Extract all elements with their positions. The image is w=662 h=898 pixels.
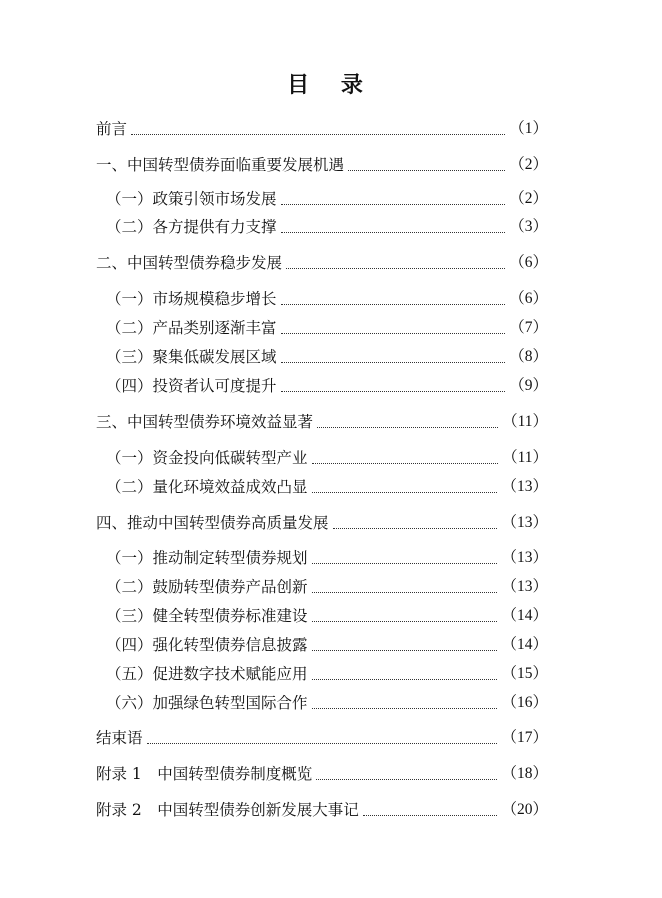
dot-leader (312, 621, 498, 622)
dot-leader (312, 492, 498, 493)
toc-entry-label: 二、中国转型债券稳步发展 (96, 254, 283, 272)
toc-entry[interactable] (106, 186, 548, 212)
toc-entry[interactable] (96, 409, 548, 435)
toc-entry-label: （四）强化转型债券信息披露 (106, 636, 308, 654)
toc-entry[interactable] (96, 797, 548, 823)
dot-leader (281, 204, 506, 205)
toc-entry[interactable] (96, 761, 548, 787)
dot-leader (316, 779, 497, 780)
dot-leader (312, 592, 498, 593)
dot-leader (281, 391, 506, 392)
dot-leader (281, 304, 506, 305)
toc-entry-label: （一）市场规模稳步增长 (106, 290, 277, 308)
toc-entry[interactable] (106, 315, 548, 341)
toc-entry-label: 前言 (96, 120, 128, 138)
dot-leader (363, 815, 498, 816)
toc-entry-page-number: （9） (509, 377, 548, 394)
toc-entry-label: 一、中国转型债券面临重要发展机遇 (96, 156, 345, 174)
page-title: 目 录 (287, 72, 375, 98)
toc-entry-label: （二）产品类别逐渐丰富 (106, 319, 277, 337)
toc-entry-label: （一）推动制定转型债券规划 (106, 549, 308, 567)
toc-entry-page-number: （2） (509, 190, 548, 207)
toc-entry-page-number: （18） (501, 765, 548, 782)
toc-entry[interactable] (106, 603, 548, 629)
dot-leader (312, 463, 499, 464)
toc-entry-page-number: （13） (501, 478, 548, 495)
dot-leader (312, 708, 498, 709)
toc-entry-page-number: （11） (502, 413, 548, 430)
toc-entry[interactable] (106, 632, 548, 658)
toc-entry-page-number: （6） (509, 254, 548, 271)
toc-entry-label: （一）资金投向低碳转型产业 (106, 449, 308, 467)
toc-entry[interactable] (96, 510, 548, 536)
toc-entry[interactable] (106, 445, 548, 471)
toc-entry[interactable] (96, 152, 548, 178)
toc-entry[interactable] (106, 574, 548, 600)
toc-entry-page-number: （13） (501, 549, 548, 566)
dot-leader (333, 528, 498, 529)
dot-leader (131, 134, 505, 135)
toc-entry[interactable] (106, 286, 548, 312)
toc-entry[interactable] (106, 344, 548, 370)
toc-entry-label: 三、中国转型债券环境效益显著 (96, 413, 314, 431)
toc-entry-page-number: （11） (502, 449, 548, 466)
dot-leader (312, 679, 498, 680)
toc-entry-page-number: （3） (509, 218, 548, 235)
toc-entry-label: （五）促进数字技术赋能应用 (106, 665, 308, 683)
toc-entry-page-number: （20） (501, 801, 548, 818)
toc-entry[interactable] (106, 661, 548, 687)
toc-entry-label: 附录 1 中国转型债券制度概览 (96, 765, 313, 783)
toc-entry-label: （一）政策引领市场发展 (106, 190, 277, 208)
toc-entry[interactable] (106, 690, 548, 716)
toc-entry-page-number: （17） (501, 729, 548, 746)
toc-entry-page-number: （2） (509, 156, 548, 173)
dot-leader (312, 650, 498, 651)
toc-entry-label: （四）投资者认可度提升 (106, 377, 277, 395)
dot-leader (281, 232, 506, 233)
toc-entry-label: （六）加强绿色转型国际合作 (106, 694, 308, 712)
toc-entry[interactable] (106, 373, 548, 399)
toc-entry-label: 四、推动中国转型债券高质量发展 (96, 514, 329, 532)
dot-leader (286, 268, 505, 269)
dot-leader (281, 362, 506, 363)
dot-leader (147, 743, 498, 744)
toc-entry-label: 结束语 (96, 729, 143, 747)
toc-entry-page-number: （1） (509, 120, 548, 137)
toc-entry[interactable] (96, 116, 548, 142)
toc-entry-label: （二）量化环境效益成效凸显 (106, 478, 308, 496)
toc-entry[interactable] (96, 250, 548, 276)
toc-entry-page-number: （13） (501, 514, 548, 531)
toc-entry-page-number: （6） (509, 290, 548, 307)
toc-entry[interactable] (96, 725, 548, 751)
toc-entry[interactable] (106, 474, 548, 500)
toc-entry[interactable] (106, 214, 548, 240)
toc-entry-page-number: （15） (501, 665, 548, 682)
dot-leader (348, 170, 505, 171)
dot-leader (281, 333, 506, 334)
toc-entry-label: （二）鼓励转型债券产品创新 (106, 578, 308, 596)
dot-leader (312, 563, 498, 564)
toc-entry-page-number: （14） (501, 607, 548, 624)
dot-leader (317, 427, 498, 428)
toc-entry-label: 附录 2 中国转型债券创新发展大事记 (96, 801, 359, 819)
toc-entry-label: （三）聚集低碳发展区域 (106, 348, 277, 366)
toc-entry-page-number: （8） (509, 348, 548, 365)
toc-entry-label: （三）健全转型债券标准建设 (106, 607, 308, 625)
toc-entry-page-number: （14） (501, 636, 548, 653)
toc-entry-label: （二）各方提供有力支撑 (106, 218, 277, 236)
toc-entry-page-number: （13） (501, 578, 548, 595)
toc-entry-page-number: （16） (501, 694, 548, 711)
toc-entry[interactable] (106, 545, 548, 571)
toc-entry-page-number: （7） (509, 319, 548, 336)
